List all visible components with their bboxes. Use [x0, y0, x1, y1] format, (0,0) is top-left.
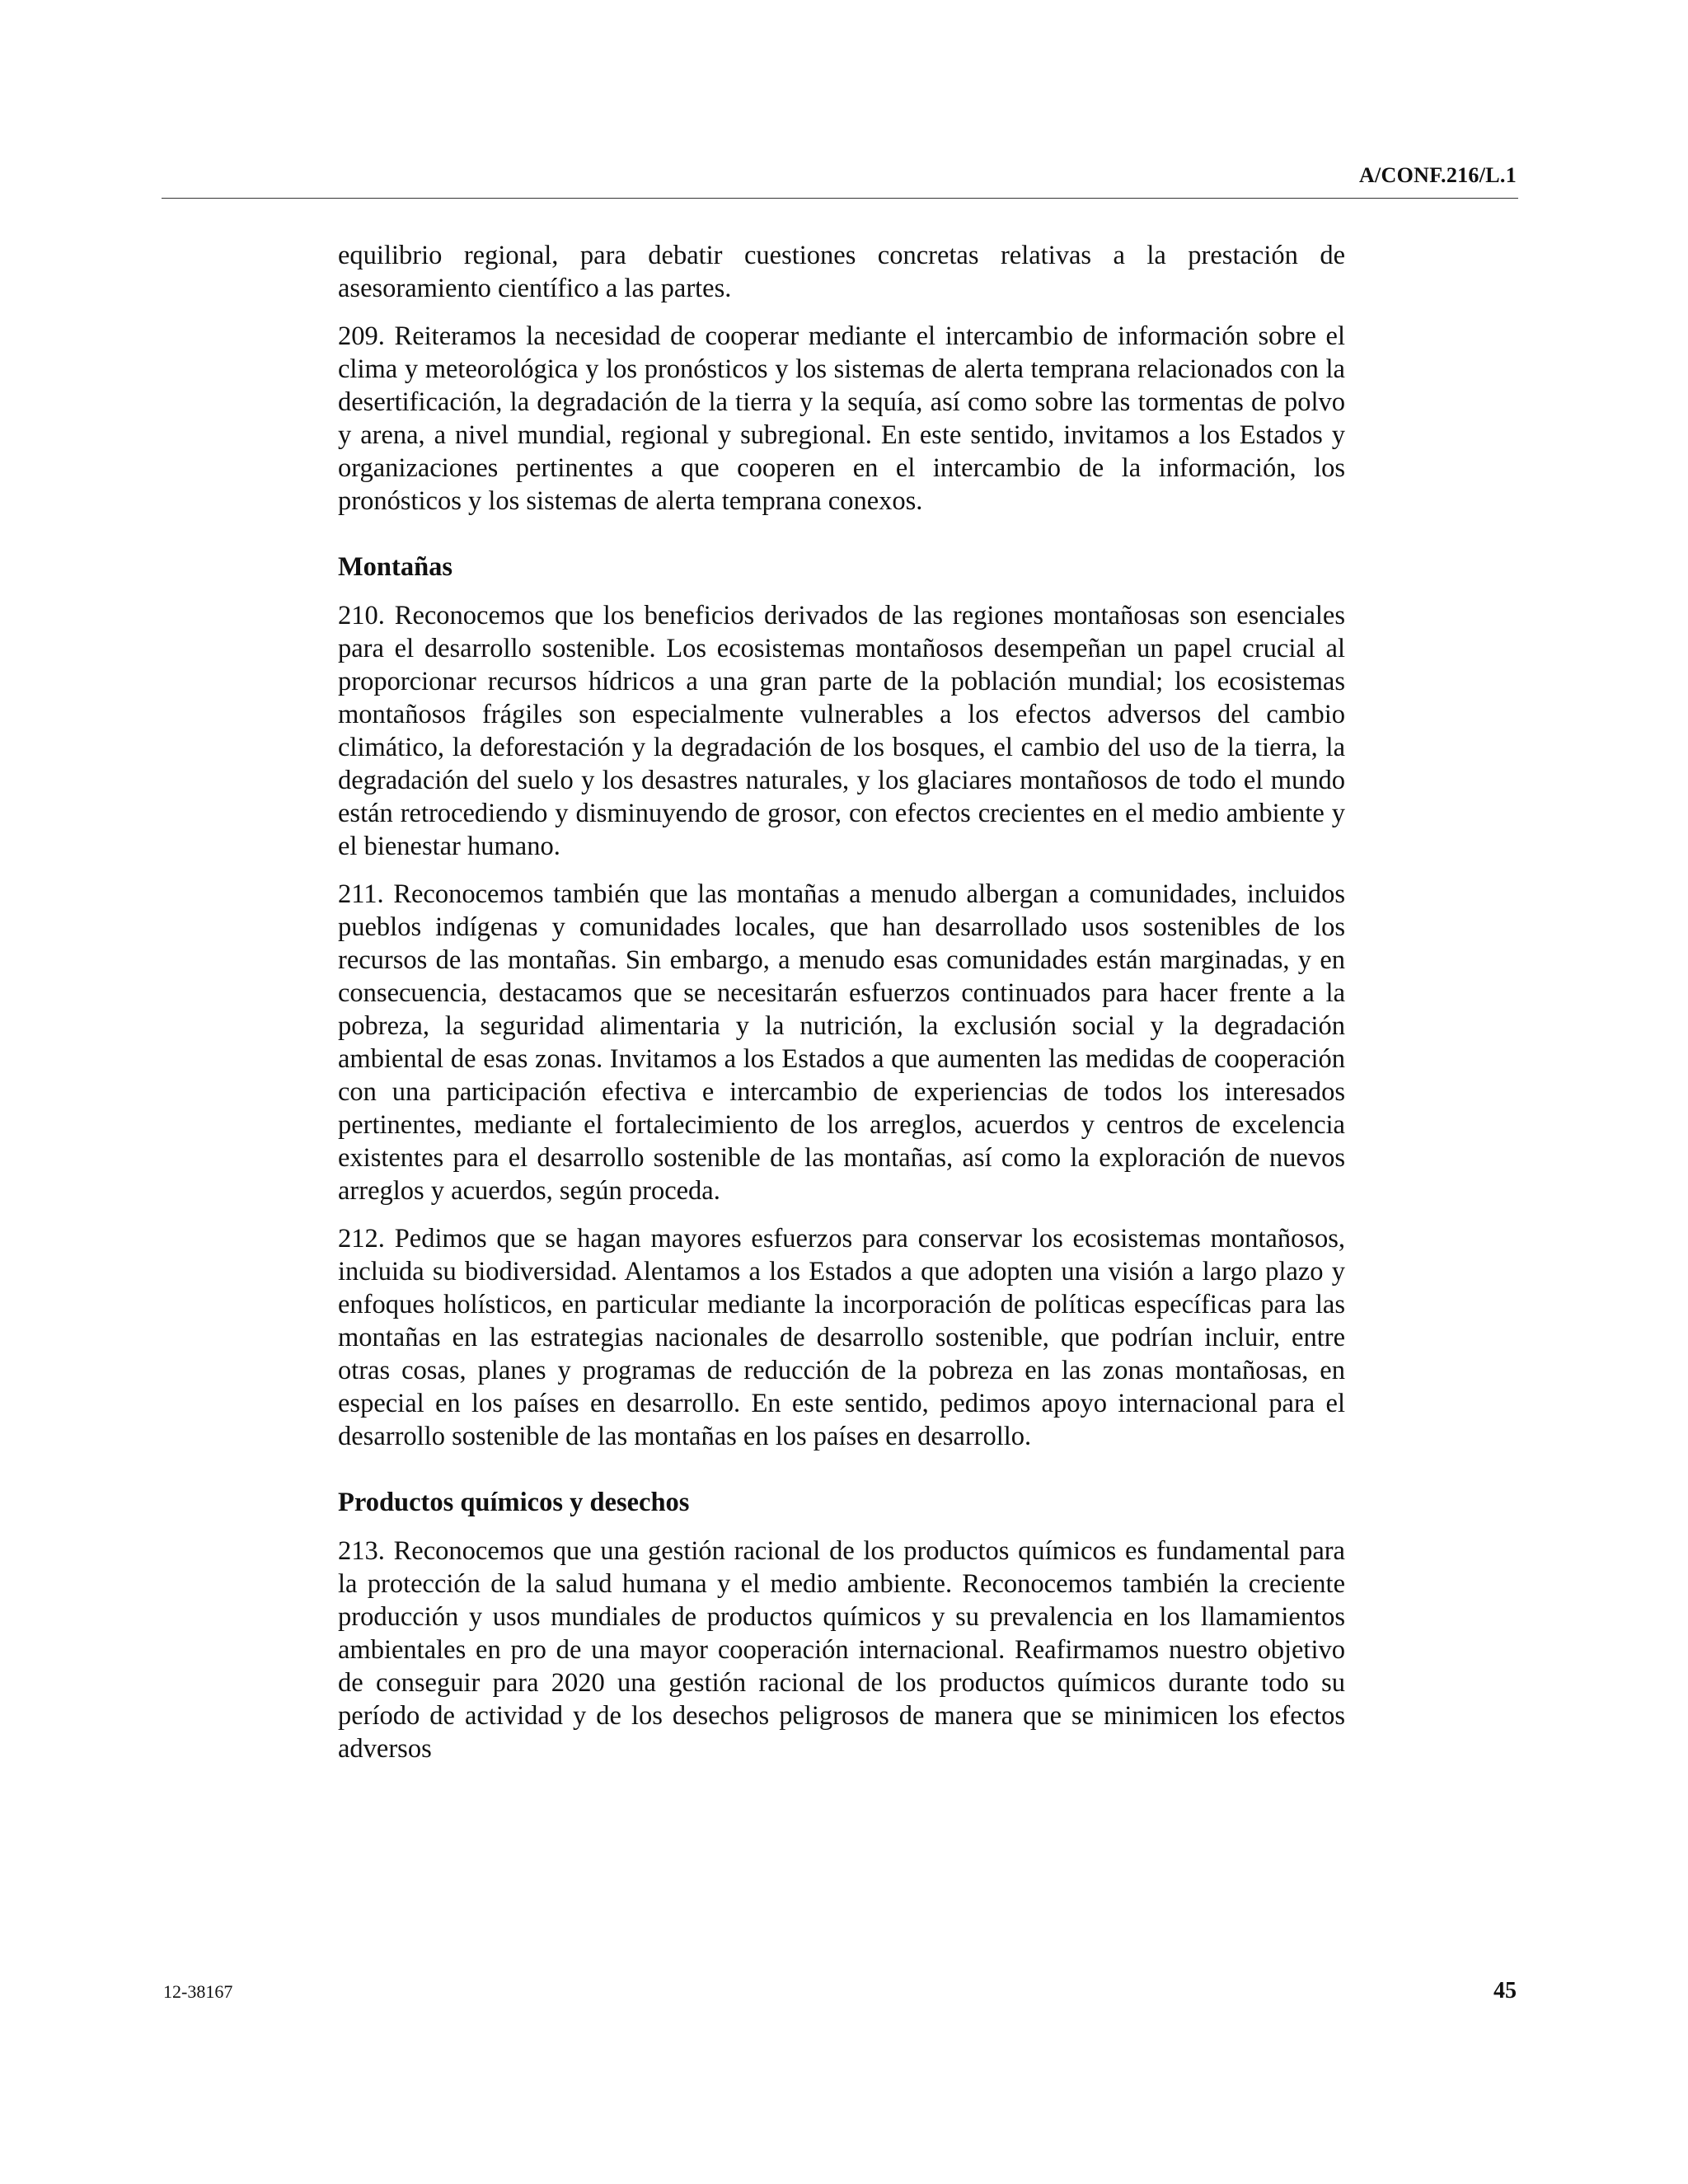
- paragraph-211: 211. Reconocemos también que las montañas a menudo albergan a comunidades, incluidos pueblos indígenas y comunidades locales, que han desarrollado usos sostenibles de los recursos de las montañas. Sin embargo, a menudo esas comunidades están marginadas, y en consecuencia, destacamos que se necesitarán esfuerzos continuados para hacer frente a la pobreza, la seguridad alimentaria y la nutrición, la exclusión social y la degradación ambiental de esas zonas. Invitamos a los Estados a que aumenten las medidas de cooperación con una participación efectiva e intercambio de experiencias de todos los interesados pertinentes, mediante el fortalecimiento de los arreglos, acuerdos y centros de excelencia existentes para el desarrollo sostenible de las montañas, así como la exploración de nuevos arreglos y acuerdos, según proceda.: [338, 879, 1345, 1206]
- footer-page-number: 45: [1493, 1978, 1517, 2004]
- document-body: [338, 239, 1345, 1780]
- header-rule: [162, 198, 1518, 199]
- section-heading-productos-quimicos: Productos químicos y desechos: [338, 1488, 690, 1517]
- paragraph-continuation: equilibrio regional, para debatir cuestiones concretas relativas a la prestación de asesoramiento científico a las partes.: [338, 241, 1345, 303]
- paragraph-212: 212. Pedimos que se hagan mayores esfuerzos para conservar los ecosistemas montañosos, incluida su biodiversidad. Alentamos a los Estados a que adopten una visión a largo plazo y enfoques holísticos, en particular mediante la incorporación de políticas específicas para las montañas en las estrategias nacionales de desarrollo sostenible, que podrían incluir, entre otras cosas, planes y programas de reducción de la pobreza en las zonas montañosas, en especial en los países en desarrollo. En este sentido, pedimos apoyo internacional para el desarrollo sostenible de las montañas en los países en desarrollo.: [338, 1224, 1345, 1451]
- paragraph-210: 210. Reconocemos que los beneficios derivados de las regiones montañosas son esenciales para el desarrollo sostenible. Los ecosistemas montañosos desempeñan un papel crucial al proporcionar recursos hídricos a una gran parte de la población mundial; los ecosistemas montañosos frágiles son especialmente vulnerables a los efectos adversos del cambio climático, la deforestación y la degradación de los bosques, el cambio del uso de la tierra, la degradación del suelo y los desastres naturales, y los glaciares montañosos de todo el mundo están retrocediendo y disminuyendo de grosor, con efectos crecientes en el medio ambiente y el bienestar humano.: [338, 601, 1345, 861]
- document-symbol: A/CONF.216/L.1: [1358, 163, 1517, 187]
- paragraph-209: 209. Reiteramos la necesidad de cooperar mediante el intercambio de información sobre el clima y meteorológica y los pronósticos y los sistemas de alerta temprana relacionados con la desertificación, la degradación de la tierra y la sequía, así como sobre las tormentas de polvo y arena, a nivel mundial, regional y subregional. En este sentido, invitamos a los Estados y organizaciones pertinentes a que cooperen en el intercambio de la información, los pronósticos y los sistemas de alerta temprana conexos.: [338, 321, 1345, 516]
- section-heading-montanas: Montañas: [338, 552, 453, 582]
- footer-document-number: 12-38167: [163, 1981, 233, 2002]
- paragraph-213: 213. Reconocemos que una gestión racional de los productos químicos es fundamental para la protección de la salud humana y el medio ambiente. Reconocemos también la creciente producción y usos mundiales de productos químicos y su prevalencia en los llamamientos ambientales en pro de una mayor cooperación internacional. Reafirmamos nuestro objetivo de conseguir para 2020 una gestión racional de los productos químicos durante todo su período de actividad y de los desechos peligrosos de manera que se minimicen los efectos adversos: [338, 1536, 1345, 1764]
